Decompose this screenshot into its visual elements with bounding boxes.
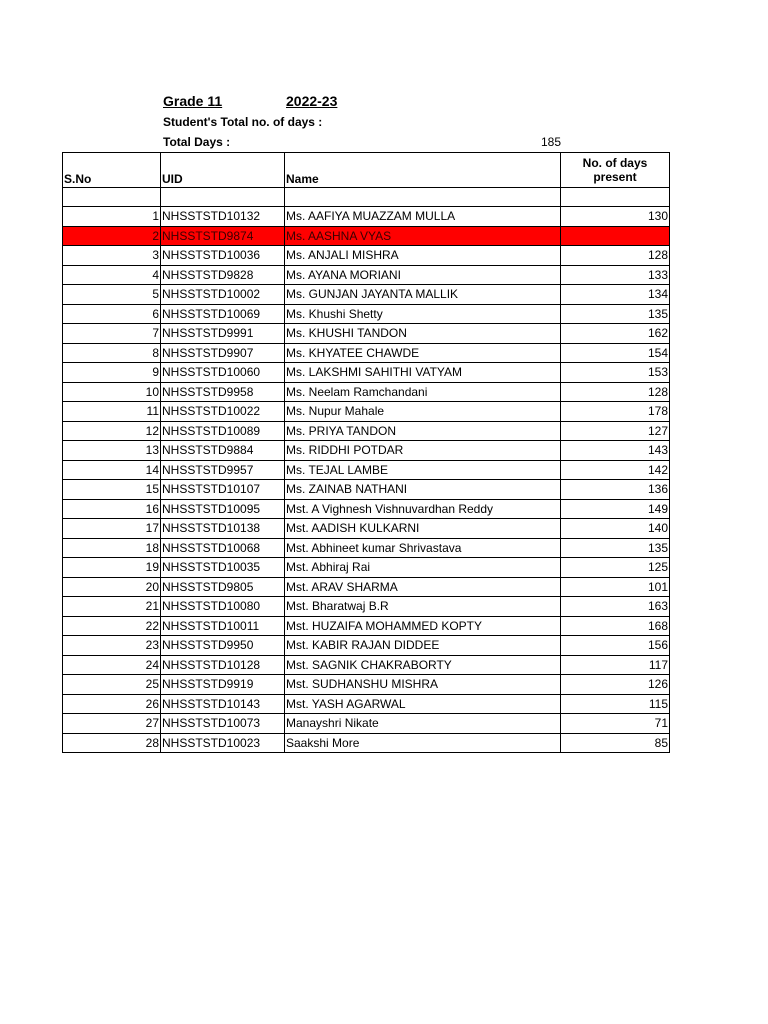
cell-name: Ms. ANJALI MISHRA xyxy=(285,246,561,266)
table-row xyxy=(63,694,670,714)
cell-name: Mst. SAGNIK CHAKRABORTY xyxy=(285,655,561,675)
cell-sno: 20 xyxy=(63,577,161,597)
cell-days: 134 xyxy=(561,285,670,305)
cell-days: 163 xyxy=(561,597,670,617)
cell-name: Mst. Abhineet kumar Shrivastava xyxy=(285,538,561,558)
cell-sno: 23 xyxy=(63,636,161,656)
cell-name: Mst. A Vighnesh Vishnuvardhan Reddy xyxy=(285,499,561,519)
cell-days: 117 xyxy=(561,655,670,675)
cell-sno: 1 xyxy=(63,207,161,227)
cell-days: 126 xyxy=(561,675,670,695)
cell-days: 136 xyxy=(561,480,670,500)
cell-sno: 5 xyxy=(63,285,161,305)
cell-days: 162 xyxy=(561,324,670,344)
cell-days: 115 xyxy=(561,694,670,714)
cell-sno: 3 xyxy=(63,246,161,266)
cell-name: Ms. GUNJAN JAYANTA MALLIK xyxy=(285,285,561,305)
blank-cell xyxy=(63,188,161,207)
cell-days: 101 xyxy=(561,577,670,597)
cell-days: 127 xyxy=(561,421,670,441)
table-row xyxy=(63,246,670,266)
cell-sno: 16 xyxy=(63,499,161,519)
cell-sno: 14 xyxy=(63,460,161,480)
cell-name: Mst. Abhiraj Rai xyxy=(285,558,561,578)
cell-name: Ms. LAKSHMI SAHITHI VATYAM xyxy=(285,363,561,383)
cell-name: Mst. HUZAIFA MOHAMMED KOPTY xyxy=(285,616,561,636)
cell-name: Ms. KHUSHI TANDON xyxy=(285,324,561,344)
cell-uid: NHSSTSTD9907 xyxy=(161,343,285,363)
cell-sno: 25 xyxy=(63,675,161,695)
cell-days: 128 xyxy=(561,382,670,402)
table-row xyxy=(63,304,670,324)
cell-uid: NHSSTSTD10132 xyxy=(161,207,285,227)
table-row xyxy=(63,655,670,675)
cell-name: Mst. SUDHANSHU MISHRA xyxy=(285,675,561,695)
cell-sno: 24 xyxy=(63,655,161,675)
cell-days: 125 xyxy=(561,558,670,578)
cell-uid: NHSSTSTD10023 xyxy=(161,733,285,753)
cell-name: Ms. AAFIYA MUAZZAM MULLA xyxy=(285,207,561,227)
cell-uid: NHSSTSTD9884 xyxy=(161,441,285,461)
table-row xyxy=(63,285,670,305)
cell-name: Mst. ARAV SHARMA xyxy=(285,577,561,597)
cell-sno: 18 xyxy=(63,538,161,558)
cell-name: Ms. ZAINAB NATHANI xyxy=(285,480,561,500)
cell-days: 85 xyxy=(561,733,670,753)
cell-days: 153 xyxy=(561,363,670,383)
cell-days xyxy=(561,226,670,246)
blank-cell xyxy=(161,188,285,207)
cell-uid: NHSSTSTD9919 xyxy=(161,675,285,695)
table-row xyxy=(63,421,670,441)
cell-uid: NHSSTSTD10128 xyxy=(161,655,285,675)
cell-sno: 22 xyxy=(63,616,161,636)
cell-days: 143 xyxy=(561,441,670,461)
cell-uid: NHSSTSTD10011 xyxy=(161,616,285,636)
cell-days: 128 xyxy=(561,246,670,266)
table-row xyxy=(63,402,670,422)
cell-days: 130 xyxy=(561,207,670,227)
table-row xyxy=(63,636,670,656)
column-header-sno: S.No xyxy=(63,153,161,188)
cell-sno: 7 xyxy=(63,324,161,344)
cell-uid: NHSSTSTD10107 xyxy=(161,480,285,500)
cell-days: 156 xyxy=(561,636,670,656)
cell-uid: NHSSTSTD10036 xyxy=(161,246,285,266)
table-header-row xyxy=(63,153,670,188)
table-row xyxy=(63,382,670,402)
total-days-value: 185 xyxy=(540,135,561,149)
cell-days: 178 xyxy=(561,402,670,422)
cell-name: Mst. YASH AGARWAL xyxy=(285,694,561,714)
cell-sno: 13 xyxy=(63,441,161,461)
cell-days: 71 xyxy=(561,714,670,734)
table-row xyxy=(63,714,670,734)
column-header-uid: UID xyxy=(161,153,285,188)
cell-name: Manayshri Nikate xyxy=(285,714,561,734)
cell-sno: 4 xyxy=(63,265,161,285)
cell-uid: NHSSTSTD10138 xyxy=(161,519,285,539)
cell-sno: 21 xyxy=(63,597,161,617)
cell-days: 154 xyxy=(561,343,670,363)
cell-uid: NHSSTSTD9874 xyxy=(161,226,285,246)
cell-uid: NHSSTSTD10060 xyxy=(161,363,285,383)
table-row xyxy=(63,538,670,558)
cell-days: 168 xyxy=(561,616,670,636)
blank-cell xyxy=(285,188,561,207)
cell-uid: NHSSTSTD10002 xyxy=(161,285,285,305)
cell-sno: 11 xyxy=(63,402,161,422)
table-row xyxy=(63,324,670,344)
cell-sno: 2 xyxy=(63,226,161,246)
cell-uid: NHSSTSTD10022 xyxy=(161,402,285,422)
cell-name: Ms. Neelam Ramchandani xyxy=(285,382,561,402)
cell-days: 135 xyxy=(561,304,670,324)
cell-days: 133 xyxy=(561,265,670,285)
table-row xyxy=(63,460,670,480)
table-row xyxy=(63,343,670,363)
table-row xyxy=(63,480,670,500)
cell-name: Ms. KHYATEE CHAWDE xyxy=(285,343,561,363)
table-row xyxy=(63,733,670,753)
cell-days: 135 xyxy=(561,538,670,558)
cell-name: Ms. Nupur Mahale xyxy=(285,402,561,422)
cell-uid: NHSSTSTD10068 xyxy=(161,538,285,558)
cell-uid: NHSSTSTD10035 xyxy=(161,558,285,578)
cell-uid: NHSSTSTD9957 xyxy=(161,460,285,480)
table-row xyxy=(63,558,670,578)
cell-uid: NHSSTSTD9991 xyxy=(161,324,285,344)
table-row xyxy=(63,675,670,695)
cell-uid: NHSSTSTD10073 xyxy=(161,714,285,734)
cell-sno: 10 xyxy=(63,382,161,402)
cell-uid: NHSSTSTD9828 xyxy=(161,265,285,285)
cell-uid: NHSSTSTD9958 xyxy=(161,382,285,402)
table-row xyxy=(63,597,670,617)
blank-row xyxy=(63,188,670,207)
cell-sno: 6 xyxy=(63,304,161,324)
cell-sno: 28 xyxy=(63,733,161,753)
cell-name: Mst. KABIR RAJAN DIDDEE xyxy=(285,636,561,656)
column-header-days: No. of days present xyxy=(561,153,670,188)
total-days-label: Total Days : xyxy=(163,135,231,149)
year-title: 2022-23 xyxy=(286,93,338,109)
cell-uid: NHSSTSTD9805 xyxy=(161,577,285,597)
table-row xyxy=(63,499,670,519)
cell-days: 140 xyxy=(561,519,670,539)
grade-title: Grade 11 xyxy=(163,93,223,109)
cell-uid: NHSSTSTD10095 xyxy=(161,499,285,519)
cell-name: Mst. Bharatwaj B.R xyxy=(285,597,561,617)
table-row xyxy=(63,363,670,383)
attendance-table xyxy=(62,152,670,753)
cell-sno: 15 xyxy=(63,480,161,500)
table-row xyxy=(63,616,670,636)
table-row xyxy=(63,265,670,285)
cell-sno: 26 xyxy=(63,694,161,714)
cell-days: 142 xyxy=(561,460,670,480)
cell-name: Ms. AYANA MORIANI xyxy=(285,265,561,285)
table-row xyxy=(63,577,670,597)
cell-name: Mst. AADISH KULKARNI xyxy=(285,519,561,539)
subtitle: Student's Total no. of days : xyxy=(163,115,323,129)
cell-sno: 8 xyxy=(63,343,161,363)
cell-name: Ms. TEJAL LAMBE xyxy=(285,460,561,480)
cell-name: Ms. PRIYA TANDON xyxy=(285,421,561,441)
cell-uid: NHSSTSTD10069 xyxy=(161,304,285,324)
table-row xyxy=(63,207,670,227)
cell-name: Ms. Khushi Shetty xyxy=(285,304,561,324)
cell-name: Ms. RIDDHI POTDAR xyxy=(285,441,561,461)
cell-sno: 12 xyxy=(63,421,161,441)
cell-uid: NHSSTSTD10143 xyxy=(161,694,285,714)
cell-sno: 17 xyxy=(63,519,161,539)
cell-sno: 19 xyxy=(63,558,161,578)
cell-uid: NHSSTSTD9950 xyxy=(161,636,285,656)
blank-cell xyxy=(561,188,670,207)
cell-sno: 27 xyxy=(63,714,161,734)
cell-uid: NHSSTSTD10080 xyxy=(161,597,285,617)
table-row xyxy=(63,519,670,539)
table-row xyxy=(63,226,670,246)
cell-name: Ms. AASHNA VYAS xyxy=(285,226,561,246)
cell-name: Saakshi More xyxy=(285,733,561,753)
cell-days: 149 xyxy=(561,499,670,519)
column-header-name: Name xyxy=(285,153,561,188)
cell-sno: 9 xyxy=(63,363,161,383)
table-row xyxy=(63,441,670,461)
cell-uid: NHSSTSTD10089 xyxy=(161,421,285,441)
